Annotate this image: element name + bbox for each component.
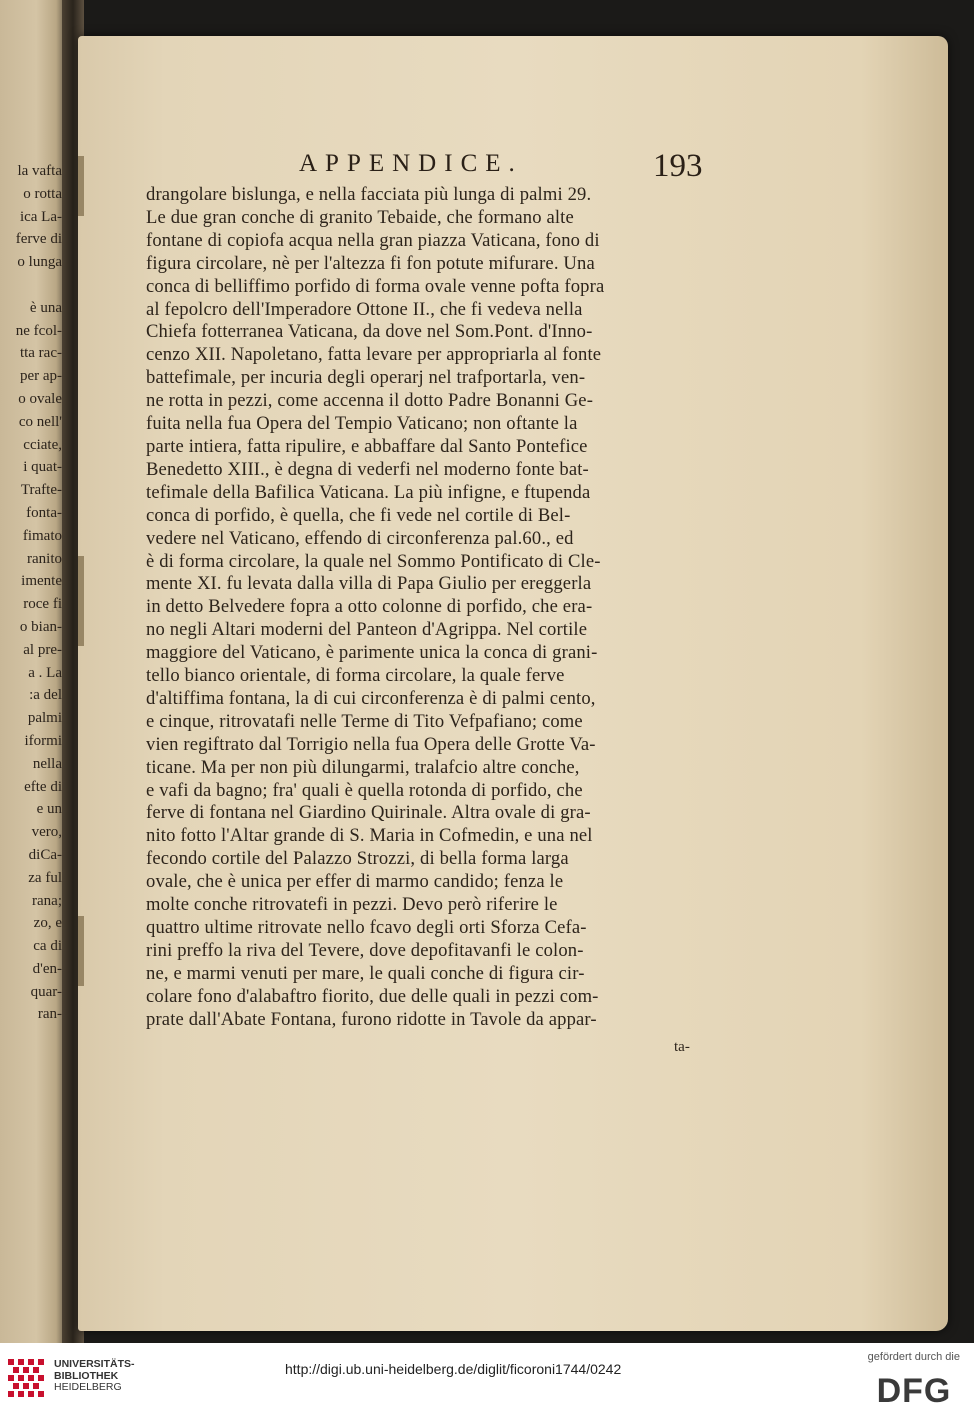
margin-fragment: per ap- (19, 368, 62, 385)
viewer-footer (0, 1343, 974, 1415)
margin-fragment: e un (36, 801, 62, 818)
text-line: quattro ultime ritrovate nello fcavo degli orti Sforza Cefa- (146, 917, 587, 938)
margin-fragment: zo, e (33, 915, 62, 932)
dfg-logo-text: DFG (876, 1372, 952, 1407)
text-line: battefimale, per incuria degli operarj nel trafportarla, ven- (146, 367, 586, 389)
text-line: no negli Altari moderni del Panteon d'Agrippa. Nel cortile (146, 619, 588, 641)
text-line: molte conche ritrovatefi in pezzi. Devo però riferire le (146, 894, 558, 916)
text-line: ne rotta in pezzi, come accenna il dotto Padre Bonanni Ge- (146, 390, 594, 412)
page-edge-mark (78, 156, 84, 216)
left-margin-fragments (16, 160, 62, 1026)
margin-fragment: i quat- (23, 459, 62, 476)
text-line: è di forma circolare, la quale nel Sommo Pontificato di Cle- (146, 550, 601, 572)
margin-fragment: o rotta (23, 185, 62, 202)
margin-fragment: ranito (27, 550, 62, 567)
text-line: drangolare bislunga, e nella facciata più lunga di palmi 29. (146, 184, 592, 205)
margin-fragment (16, 274, 62, 297)
margin-fragment: fimato (22, 527, 62, 544)
text-line: tefimale della Bafilica Vaticana. La più infigne, e ftupenda (146, 481, 591, 503)
margin-fragment: ne fcol- (15, 322, 62, 339)
margin-fragment: palmi (27, 710, 62, 727)
text-line: figura circolare, nè per l'altezza fi fon potute mifurare. Una (146, 252, 595, 274)
margin-fragment: o bian- (19, 618, 62, 635)
text-line: conca di belliffimo porfido di forma ovale venne pofta fopra (146, 275, 605, 297)
body-text (146, 184, 604, 1032)
text-line: conca di porfido, è quella, che fi vede nel cortile di Bel- (146, 504, 571, 526)
text-line: in detto Belvedere fopra a otto colonne di porfido, che era- (146, 596, 593, 618)
institution-name: UNIVERSITÄTS- BIBLIOTHEK HEIDELBERG (54, 1358, 135, 1393)
text-line: fontane di copiofa acqua nella gran piazza Vaticana, fono di (146, 229, 600, 251)
text-line: cenzo XII. Napoletano, fatta levare per appropriarla al fonte (146, 344, 602, 366)
text-line: ticane. Ma per non più dilungarmi, tralafcio altre conche, (146, 756, 580, 778)
margin-fragment: ca di (33, 938, 62, 955)
text-line: e vafi da bagno; fra' quali è quella rotonda di porfido, che (146, 779, 583, 801)
margin-fragment: :a del (29, 687, 62, 704)
text-line: Chiefa fotterranea Vaticana, da dove nel Som.Pont. d'Inno- (146, 321, 593, 343)
margin-fragment: co nell' (18, 413, 62, 430)
margin-fragment: roce fi (23, 596, 62, 613)
text-line: Benedetto XIII., è degna di vederfi nel moderno fonte bat- (146, 458, 589, 480)
margin-fragment: rana; (32, 892, 62, 909)
margin-fragment: efte di (24, 778, 62, 795)
funding-note: gefördert durch die (867, 1351, 960, 1363)
catchword: ta- (674, 1039, 690, 1055)
permalink-url[interactable]: http://digi.ub.uni-heidelberg.de/diglit/ficoroni1744/0242 (285, 1361, 622, 1377)
text-line: parte intiera, fatta ripulire, e abbaffare dal Santo Pontefice (146, 435, 588, 457)
text-line: ovale, che è unica per effer di marmo candido; fenza le (146, 871, 564, 893)
margin-fragment: a . La (28, 664, 62, 681)
text-line: e cinque, ritrovatafi nelle Terme di Tito Vefpafiano; come (146, 710, 583, 732)
text-line: rini preffo la riva del Tevere, dove depofitavanfi le colon- (146, 939, 584, 961)
margin-fragment: o ovale (18, 390, 62, 407)
margin-fragment: za ful (28, 869, 62, 886)
university-library-logo-icon (6, 1357, 48, 1401)
margin-fragment: ran- (37, 1006, 62, 1023)
margin-fragment: diCa- (28, 846, 62, 863)
page-edge-mark (78, 556, 84, 646)
text-line: nito fotto l'Altar grande di S. Maria in Cofmedin, e una nel (146, 825, 593, 847)
text-line: Le due gran conche di granito Tebaide, che formano alte (146, 206, 574, 228)
margin-fragment: imente (21, 573, 62, 590)
margin-fragment: ica La- (19, 208, 62, 225)
text-line: maggiore del Vaticano, è parimente unica la conca di grani- (146, 642, 598, 664)
text-line: fuita nella fua Opera del Tempio Vaticano; non oftante la (146, 413, 578, 435)
text-line: colare fono d'alabaftro fiorito, due delle quali in pezzi com- (146, 985, 599, 1007)
text-line: vedere nel Vaticano, effendo di circonferenza pal.60., ed (146, 527, 574, 549)
margin-fragment: fonta- (26, 504, 62, 521)
text-line: prate dall'Abate Fontana, furono ridotte in Tavole da appar- (146, 1008, 597, 1030)
text-line: tello bianco orientale, di forma circolare, la quale ferve (146, 665, 565, 687)
text-line: ne, e marmi venuti per mare, le quali conche di figura cir- (146, 962, 585, 984)
margin-fragment: cciate, (23, 436, 62, 453)
margin-fragment: tta rac- (19, 345, 62, 362)
text-line: fecondo cortile del Palazzo Strozzi, di bella forma larga (146, 848, 569, 870)
page-edge-mark (78, 916, 84, 986)
margin-fragment: ferve di (15, 231, 62, 248)
margin-fragment: la vafta (17, 163, 62, 179)
margin-fragment: vero, (31, 824, 62, 841)
dfg-logo-icon (868, 1371, 960, 1407)
margin-fragment: quar- (30, 983, 62, 1000)
left-page-edge (0, 0, 66, 1343)
margin-fragment: nella (32, 755, 62, 772)
margin-fragment: o lunga (17, 254, 62, 271)
text-line: al fepolcro dell'Imperadore Ottone II., che fi vedeva nella (146, 298, 583, 320)
margin-fragment: d'en- (32, 960, 62, 977)
text-line: mente XI. fu levata dalla villa di Papa Giulio per ereggerla (146, 573, 592, 595)
margin-fragment: Trafte- (20, 482, 62, 499)
text-line: d'altiffima fontana, la di cui circonferenza è di palmi cento, (146, 687, 596, 709)
margin-fragment: al pre- (23, 641, 62, 658)
text-line: ferve di fontana nel Giardino Quirinale. Altra ovale di gra- (146, 802, 591, 824)
text-line: vien regiftrato dal Torrigio nella fua Opera delle Grotte Va- (146, 733, 596, 755)
page-number: 193 (653, 148, 703, 184)
margin-fragment: è una (29, 299, 62, 316)
running-head: APPENDICE. (299, 150, 523, 177)
margin-fragment: iformi (24, 732, 62, 749)
